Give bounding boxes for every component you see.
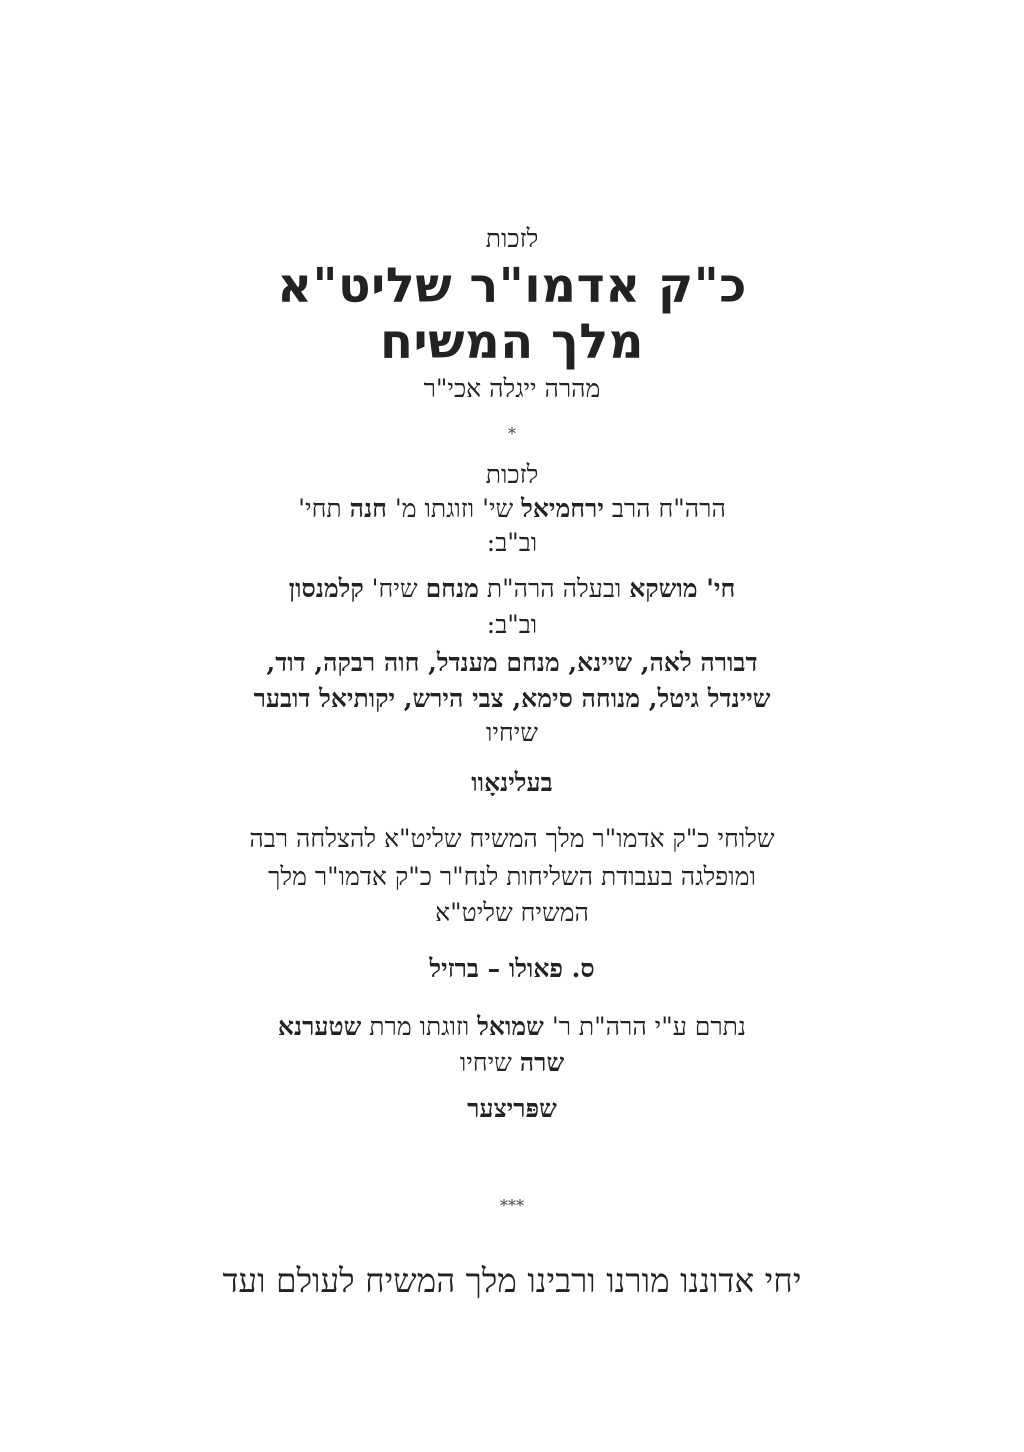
dedication-line-2 — [150, 576, 874, 601]
name-shmuel: שמואל — [477, 1012, 544, 1041]
location: בעלינאָוו — [471, 768, 553, 797]
text-part: שי' וזוגתו מ' — [386, 494, 522, 523]
donor-line-1 — [150, 1014, 874, 1039]
shluchim-line-3: המשיח שליט"א — [435, 898, 589, 927]
subtitle: מהרה ייגלה אכי"ר — [423, 374, 601, 403]
city: ס. פאולו – ברזיל — [429, 954, 595, 983]
text-part: נתרם ע"י הרה"ת ר' — [543, 1012, 747, 1041]
shluchim-line-2: ומופלגה בעבודת השליחות לנח"ר כ"ק אדמו"ר מלך — [268, 862, 756, 891]
title-line-2: מלך המשיח — [380, 314, 644, 370]
separator-star: * — [508, 424, 516, 443]
name-sara: שרה — [519, 1048, 565, 1077]
donor-line-2 — [150, 1050, 874, 1075]
text-part: וזוגתו מרת — [361, 1012, 478, 1041]
children-line-2: שיינדל גיטל, מנוחה סימא, צבי הירש, יקותיאל דובער — [253, 684, 771, 713]
name-yerachmiel: ירחמיאל — [521, 494, 604, 523]
name-chaya-mushka: חי' מושקא — [629, 574, 736, 603]
separator-stars: *** — [500, 1196, 524, 1215]
dedication-line-1 — [150, 496, 874, 521]
text-part: הרה"ח הרב — [603, 494, 726, 523]
text-part: תחי' — [298, 494, 350, 523]
title-line-1: כ"ק אדמו"ר שליט"א — [277, 258, 747, 314]
text-part: שיחיו — [459, 1048, 520, 1077]
name-sterna: שטערנא — [277, 1012, 362, 1041]
children-line-1: דבורה לאה, שיינא, מנחם מענדל, חוה רבקה, דוד, — [266, 648, 758, 677]
name-chana: חנה — [349, 494, 387, 523]
uvnei-beisam-2: וב"ב: — [486, 610, 538, 639]
name-kalmanson: קלמנסון — [288, 574, 364, 603]
donor-family: שפּריצער — [467, 1094, 557, 1123]
yechi-proclamation: יחי אדוננו מורנו ורבינו מלך המשיח לעולם ועד — [222, 1261, 802, 1300]
lezchus-heading-1: לזכות — [485, 224, 539, 253]
uvnei-beisam-1: וב"ב: — [486, 528, 538, 557]
text-part: שיח' — [363, 574, 426, 603]
text-part: ובעלה הרה"ת — [478, 574, 630, 603]
lezchus-heading-2: לזכות — [485, 460, 539, 489]
name-menachem: מנחם — [425, 574, 479, 603]
sheyichyu: שיחיו — [485, 718, 538, 747]
shluchim-line-1: שלוחי כ"ק אדמו"ר מלך המשיח שליט"א להצלחה רבה — [249, 824, 775, 853]
